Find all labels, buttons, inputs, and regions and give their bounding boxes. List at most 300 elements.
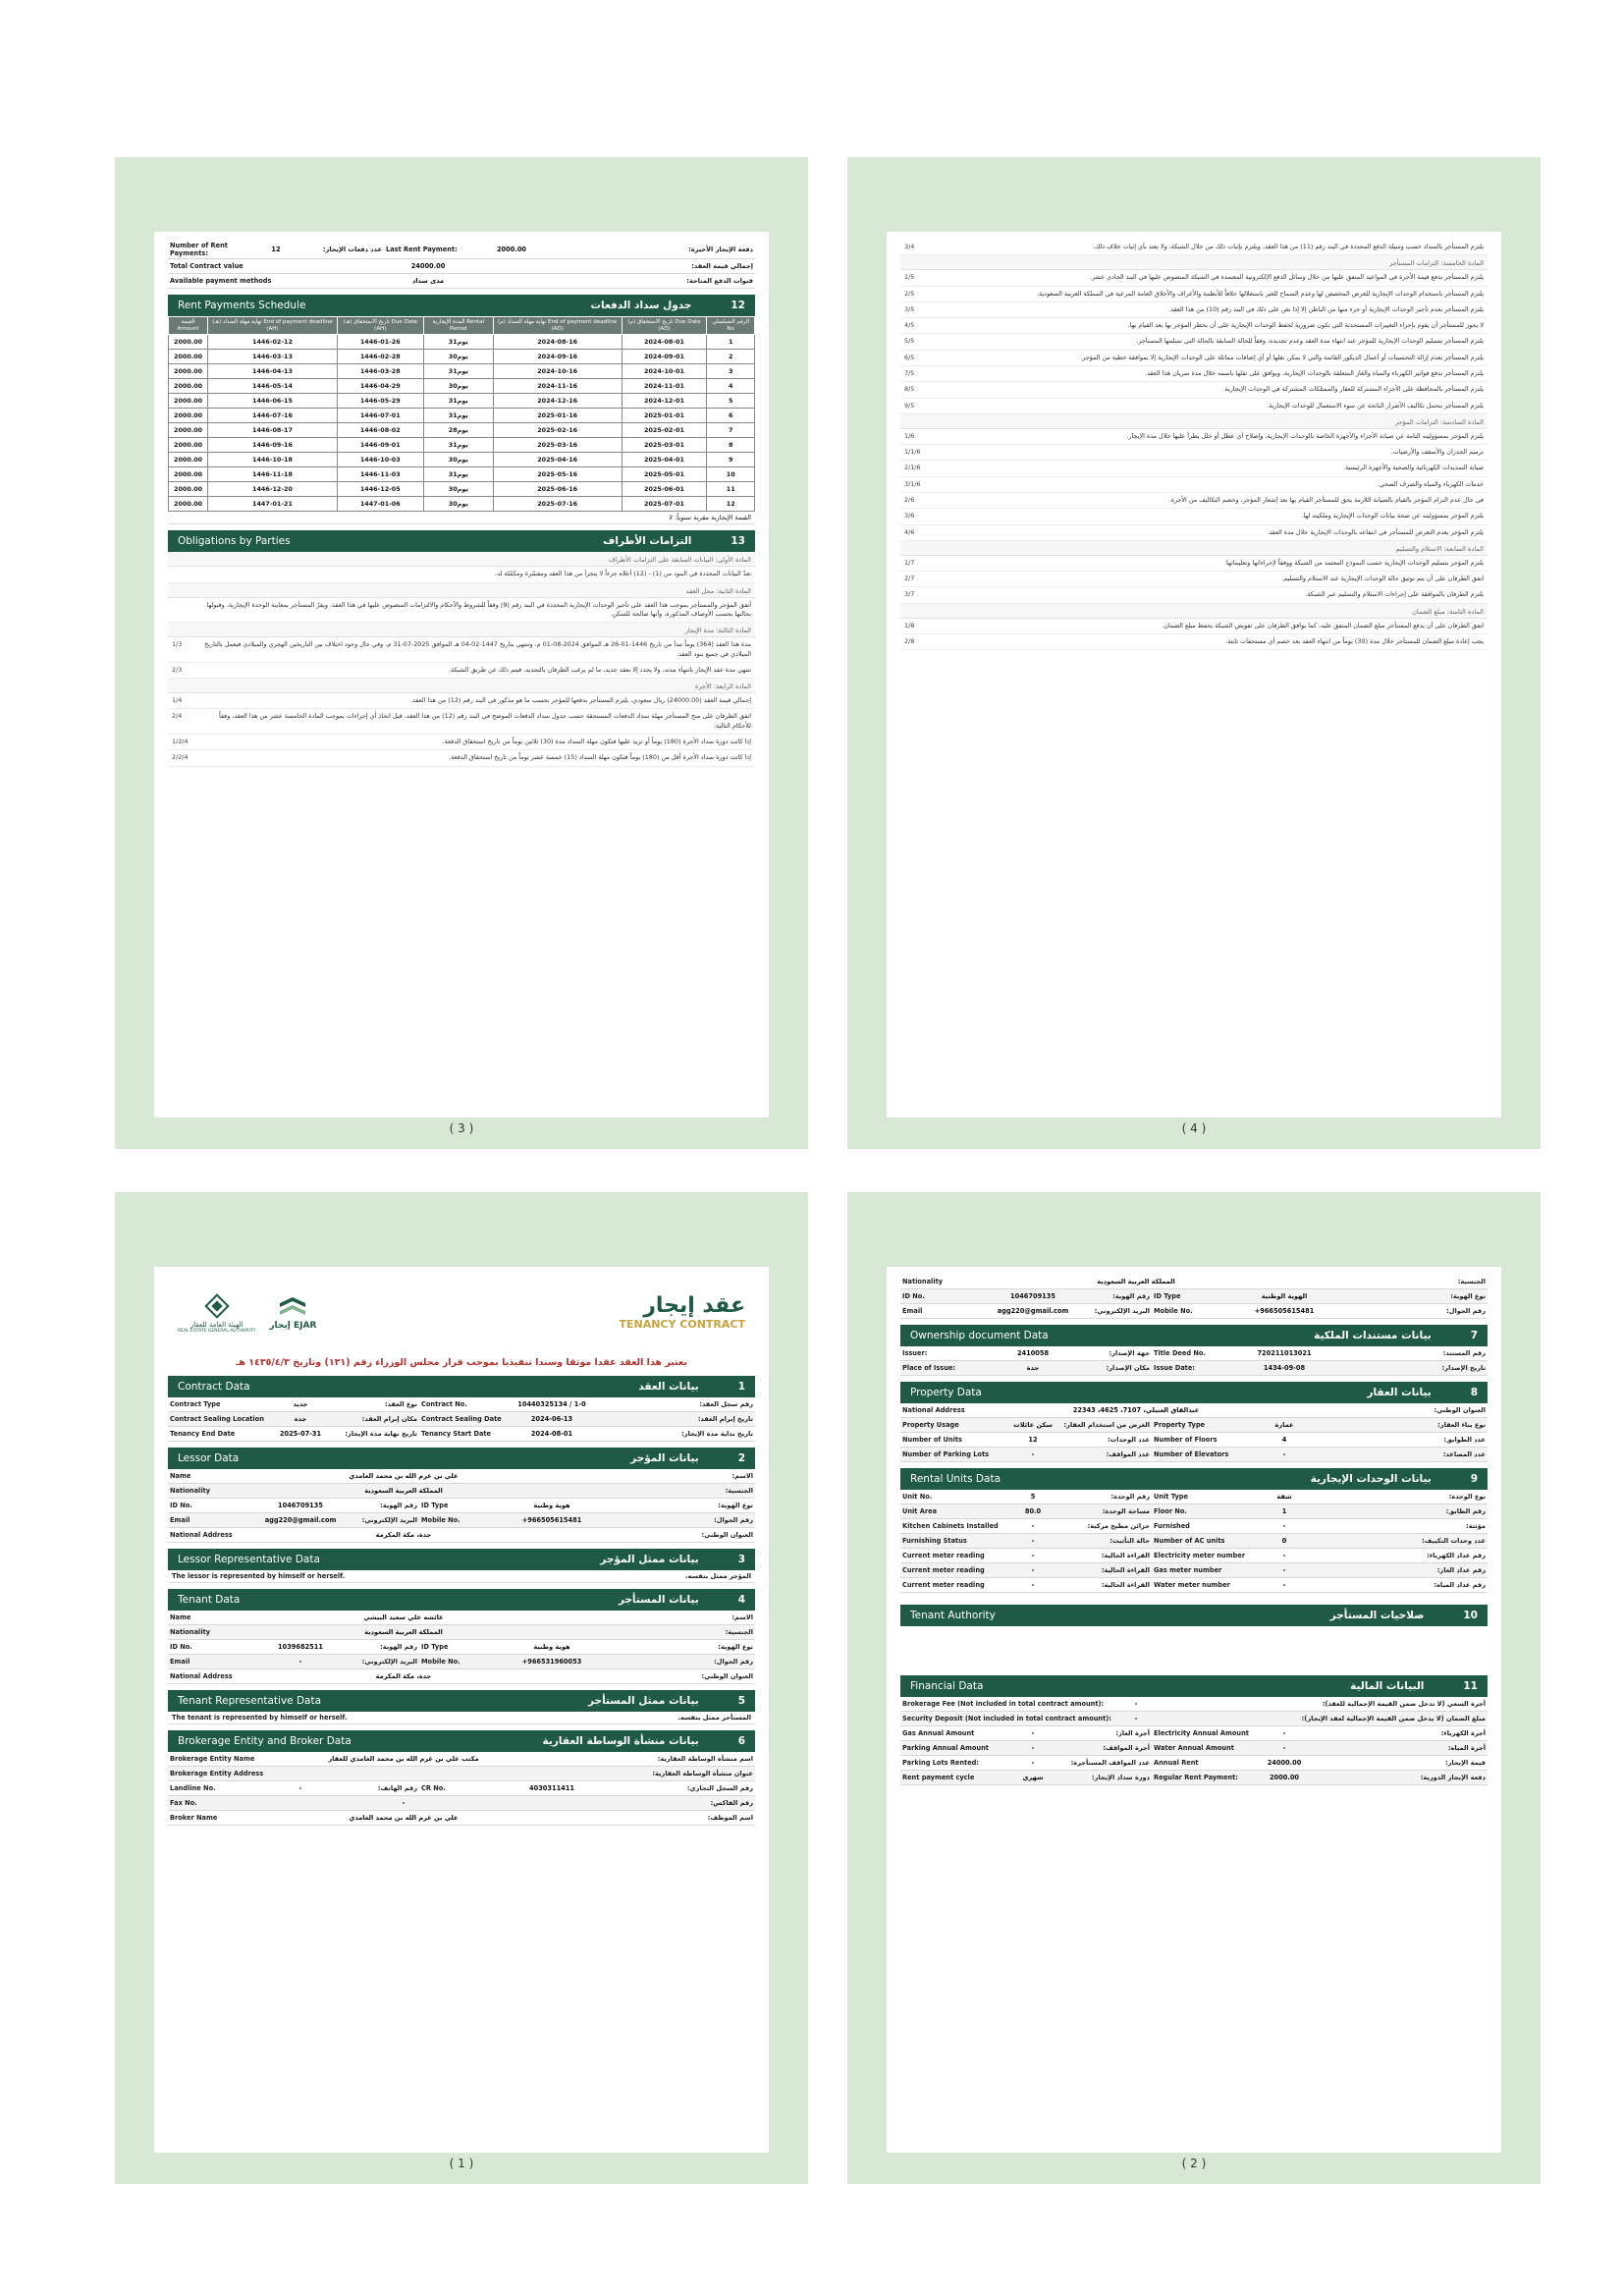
clause-number: 4/6	[904, 527, 915, 536]
data-row	[900, 1726, 1488, 1741]
field-label: National Address	[902, 1406, 965, 1414]
clause-item	[900, 351, 1488, 366]
field-label: Unit Type	[1154, 1493, 1188, 1501]
clause-number: 1/4	[172, 696, 183, 705]
clause-number: 2/2/4	[172, 753, 189, 762]
field-value: -	[402, 1799, 406, 1807]
field-label-ar: القراءة الحالية:	[1101, 1566, 1150, 1574]
field-value: 5	[1030, 1493, 1036, 1501]
clause-number: 4/5	[904, 321, 915, 330]
field-label: Current meter reading	[902, 1566, 985, 1574]
field-label-ar: نوع الهوية:	[1450, 1292, 1486, 1300]
field-value: جدة	[294, 1415, 307, 1423]
schedule-cell: 11	[707, 482, 755, 497]
data-row	[900, 1549, 1488, 1563]
data-row	[900, 1448, 1488, 1462]
schedule-cell: 2025-05-01	[622, 467, 707, 482]
field-label-ar: البريد الإلكتروني:	[361, 1658, 417, 1666]
schedule-cell: 1446-09-01	[337, 438, 423, 453]
schedule-row	[169, 438, 755, 453]
clause-text: صيانة التمديدات الكهربائية والصحية والأجهزة الرئيسية.	[1342, 464, 1484, 472]
field-label-ar: عدد الطوابق:	[1443, 1436, 1486, 1444]
field-label: Water meter number	[1154, 1581, 1230, 1589]
field-label: Security Deposit (Not included in total contract amount):	[902, 1715, 1111, 1722]
field-label: Water Annual Amount	[1154, 1744, 1234, 1752]
field-value: 4	[1281, 1436, 1287, 1444]
schedule-cell: 28يوم	[423, 423, 493, 438]
page-number: ( 3 )	[449, 1121, 474, 1135]
field-label-ar: مؤثثة:	[1465, 1522, 1486, 1530]
schedule-cell: 2024-11-01	[622, 379, 707, 394]
schedule-cell: 1446-02-28	[337, 350, 423, 364]
page-1	[115, 1192, 808, 2184]
field-label: Gas meter number	[1154, 1566, 1222, 1574]
field-value: -	[1031, 1537, 1035, 1545]
clause-number: 2/1/6	[904, 464, 921, 472]
field-value: -	[1031, 1744, 1035, 1752]
clause-number	[172, 570, 197, 578]
field-label: Number of Parking Lots	[902, 1450, 990, 1458]
article-heading: المادة الثامنة: مبلغ الضمان	[900, 604, 1488, 619]
schedule-cell: 1446-11-03	[337, 467, 423, 482]
data-row	[900, 1346, 1488, 1361]
clause-text: خدمات الكهرباء والمياه والصرف الصحي.	[1377, 479, 1484, 488]
data-row	[168, 1469, 755, 1484]
field-label: ID No.	[170, 1643, 192, 1651]
field-label-ar: قيمة الإيجار:	[1444, 1759, 1486, 1767]
field-label-ar: رقم الهاتف:	[377, 1784, 417, 1792]
field-value: عبدالقاق العتيلي، 7107، 4625، 22343	[1072, 1406, 1200, 1414]
page-4-clauses	[900, 240, 1488, 650]
clause-item	[168, 735, 755, 750]
field-value: عمارة	[1274, 1421, 1294, 1429]
clause-text: يلتزم المؤجر بتسليم الوحدات الإيجارية حسب النموذج المعتمد من الشبكة ووفقاً لإجراءاتها وتعليماتها.	[1224, 558, 1484, 567]
schedule-cell: 2024-08-16	[493, 335, 622, 350]
field-label-ar: رقم الطابق:	[1445, 1507, 1486, 1515]
data-row	[168, 1499, 755, 1513]
schedule-cell: 1	[707, 335, 755, 350]
data-row	[168, 1796, 755, 1811]
property-band: Property Data بيانات العقار 8	[900, 1382, 1488, 1403]
schedule-cell: 1446-10-03	[337, 453, 423, 467]
schedule-cell: 1446-11-18	[208, 467, 338, 482]
schedule-row	[169, 467, 755, 482]
total-value-row: Total Contract value 24000.00 إجمالي قيمة العقد:	[168, 259, 755, 274]
field-label-ar: أجرة الغاز:	[1115, 1729, 1150, 1737]
schedule-row	[169, 394, 755, 409]
field-value: -	[1282, 1744, 1286, 1752]
schedule-cell: 1446-06-15	[208, 394, 338, 409]
page-3-paper	[154, 232, 769, 1118]
field-label: Landline No.	[170, 1784, 216, 1792]
clause-item	[900, 509, 1488, 524]
field-value: علي بن غرم الله بن محمد الغامدي	[349, 1814, 459, 1822]
field-label: Name	[170, 1613, 191, 1621]
schedule-cell: 31يوم	[423, 364, 493, 379]
clause-item	[900, 270, 1488, 286]
schedule-cell: 1446-07-16	[208, 409, 338, 423]
contract-data-band: Contract Data بيانات العقد 1	[168, 1376, 755, 1397]
field-value: -	[298, 1658, 302, 1666]
data-row	[900, 1433, 1488, 1448]
gea-emblem-icon	[202, 1291, 232, 1321]
schedule-cell: 2024-09-16	[493, 350, 622, 364]
field-label-ar: القراءة الحالية:	[1101, 1581, 1150, 1589]
field-value: -	[1282, 1450, 1286, 1458]
page-4-paper	[887, 232, 1501, 1118]
contract-title: عقد إيجار TENANCY CONTRACT	[619, 1293, 745, 1331]
field-label: Brokerage Entity Name	[170, 1755, 255, 1763]
clause-number: 2/6	[904, 495, 915, 504]
schedule-cell: 2024-08-01	[622, 335, 707, 350]
field-value: جدة	[1026, 1364, 1040, 1372]
clause-number: 1/3	[172, 640, 183, 649]
data-row	[168, 1427, 755, 1442]
financial-band: Financial Data البيانات المالية 11	[900, 1675, 1488, 1697]
clause-text: يلتزم المستأجر بعدم تأجير الوحدات الإيجارية أو جزء منها من الباطن إلا إذا نص على ذلك في البند رقم (10) من هذا العقد.	[1168, 304, 1484, 313]
schedule-cell: 31يوم	[423, 335, 493, 350]
field-label: ID Type	[1154, 1292, 1181, 1300]
field-label: Number of Floors	[1154, 1436, 1218, 1444]
field-label-ar: رقم الفاكس:	[710, 1799, 753, 1807]
field-value: -	[1031, 1759, 1035, 1767]
schedule-cell: 2025-04-01	[622, 453, 707, 467]
field-value: -	[1031, 1566, 1035, 1574]
field-label: Contract No.	[421, 1400, 467, 1408]
clause-text: يلتزم المستأجر بالسداد حسب وسيلة الدفع المحددة في البند رقم (11) من هذا العقد، ويلتزم بإثبات ذلك من خلال الشبكة، ولا يعتد بأي إثبات خلاف ذلك.	[1092, 243, 1484, 250]
schedule-cell: 2025-01-16	[493, 409, 622, 423]
field-label: Place of Issue:	[902, 1364, 956, 1372]
field-label-ar: البريد الإلكتروني:	[1094, 1307, 1150, 1315]
field-label-ar: رقم الجوال:	[714, 1516, 753, 1524]
schedule-cell: 2025-03-01	[622, 438, 707, 453]
field-label: Broker Name	[170, 1814, 218, 1822]
ejar-emblem-icon	[278, 1293, 307, 1321]
schedule-cell: 2000.00	[169, 482, 208, 497]
schedule-cell: 1446-12-20	[208, 482, 338, 497]
clause-text: يلتزم الطرفان بالموافقة على إجراءات الاستلام والتسليم عبر الشبكة.	[1305, 590, 1484, 599]
ownership-band: Ownership document Data بيانات مستندات الملكية 7	[900, 1325, 1488, 1346]
field-label-ar: دفعة الإيجار الدورية:	[1420, 1774, 1486, 1781]
field-label: Brokerage Fee (Not included in total contract amount):	[902, 1700, 1105, 1708]
schedule-cell: 1446-03-28	[337, 364, 423, 379]
clause-item	[168, 693, 755, 709]
clause-item	[900, 240, 1488, 255]
payment-methods-row: Available payment methods مدى سداد قنوات الدفع المتاحة:	[168, 274, 755, 289]
schedule-cell: 1446-07-01	[337, 409, 423, 423]
data-row	[168, 1484, 755, 1499]
field-label-ar: رقم الجوال:	[1446, 1307, 1486, 1315]
field-label-ar: نوع الهوية:	[718, 1643, 753, 1651]
clause-item	[900, 556, 1488, 572]
field-label: Mobile No.	[1154, 1307, 1193, 1315]
field-label: ID No.	[902, 1292, 925, 1300]
field-value: جدة، مكة المكرمة	[375, 1531, 432, 1539]
schedule-cell: 2000.00	[169, 438, 208, 453]
field-label: Floor No.	[1154, 1507, 1187, 1515]
field-label-ar: دورة سداد الإيجار:	[1091, 1774, 1150, 1781]
field-label: CR No.	[421, 1784, 446, 1792]
field-label: Tenancy Start Date	[421, 1430, 492, 1438]
schedule-cell: 2000.00	[169, 394, 208, 409]
field-label-ar: الغرض من استخدام العقار:	[1063, 1421, 1150, 1429]
field-label: Electricity meter number	[1154, 1552, 1245, 1559]
schedule-cell: 1447-01-06	[337, 497, 423, 512]
field-label: Brokerage Entity Address	[170, 1770, 264, 1777]
schedule-cell: 2025-01-01	[622, 409, 707, 423]
data-row	[168, 1397, 755, 1412]
schedule-cell: 2025-04-16	[493, 453, 622, 467]
article-heading: المادة السابعة: الاستلام والتسليم	[900, 541, 1488, 556]
field-label-ar: مساحة الوحدة:	[1102, 1507, 1150, 1515]
clause-number: 2/4	[172, 712, 183, 721]
field-value: 80.0	[1024, 1507, 1042, 1515]
clause-number: 3/7	[904, 590, 915, 599]
page-number: ( 1 )	[449, 2157, 474, 2170]
field-label-ar: خزائن مطبخ مركبة:	[1087, 1522, 1150, 1530]
schedule-cell: 2024-11-16	[493, 379, 622, 394]
schedule-header: تاريخ الاستحقاق (م) Due Date (AD)	[622, 317, 707, 335]
field-value: 12	[1028, 1436, 1038, 1444]
field-label: Email	[902, 1307, 923, 1315]
field-label-ar: أجرة المياه:	[1447, 1744, 1486, 1752]
field-value: -	[1134, 1715, 1138, 1722]
tenant-rep-band: Tenant Representative Data بيانات ممثل المستأجر 5	[168, 1690, 755, 1712]
schedule-cell: 2025-05-16	[493, 467, 622, 482]
schedule-cell: 2024-10-01	[622, 364, 707, 379]
schedule-cell: 7	[707, 423, 755, 438]
schedule-cell: 1446-02-12	[208, 335, 338, 350]
clause-item	[900, 318, 1488, 334]
field-value: -	[1282, 1552, 1286, 1559]
schedule-cell: 1447-01-21	[208, 497, 338, 512]
field-label-ar: رقم الجوال:	[714, 1658, 753, 1666]
field-label-ar: العنوان الوطني:	[1434, 1406, 1486, 1414]
clause-number: 7/5	[904, 368, 915, 377]
field-value: المملكة العربية السعودية	[364, 1628, 443, 1636]
schedule-cell: 2024-12-16	[493, 394, 622, 409]
clause-text: يلتزم المستأجر بتحمل تكاليف الأضرار الناتجة عن سوء الاستعمال للوحدات الإيجارية.	[1267, 401, 1484, 410]
schedule-cell: 1446-09-16	[208, 438, 338, 453]
schedule-cell: 2	[707, 350, 755, 364]
clause-item	[900, 399, 1488, 414]
field-label: Nationality	[902, 1278, 944, 1285]
field-label-ar: مبلغ الضمان (لا يدخل ضمن القيمة الإجمالية لعقد الإيجار):	[1301, 1715, 1486, 1722]
field-label-ar: أجرة السعي (لا تدخل ضمن القيمة الإجمالية للعقد):	[1322, 1700, 1486, 1708]
schedule-cell: 31يوم	[423, 467, 493, 482]
page-3	[115, 157, 808, 1149]
clause-text: مدة هذا العقد (364) يوماً تبدأ من تاريخ 1446-01-26 هـ الموافق 2024-08-01 م، وتنتهي بتاريخ 1447-02-04 هـ الموافق 2025-07-31 م، وفي حال وجود اختلاف بين التاريخين الهجري والميلادي فيعمل بالتاريخ الميلادي في جميع بنود العقد.	[204, 640, 751, 658]
data-row	[168, 1781, 755, 1796]
field-value: 2024-08-01	[530, 1430, 573, 1438]
data-row	[900, 1418, 1488, 1433]
clause-number: 9/5	[904, 401, 915, 410]
obligations-band: Obligations by Parties التزامات الأطراف 13	[168, 530, 755, 552]
schedule-cell: 2000.00	[169, 423, 208, 438]
schedule-header: نهاية مهلة السداد (هـ) End of payment deadline (AH)	[208, 317, 338, 335]
field-value: -	[1031, 1522, 1035, 1530]
field-value	[286, 1773, 521, 1775]
field-label-ar: رقم الهوية:	[380, 1643, 417, 1651]
schedule-cell: 2000.00	[169, 350, 208, 364]
clause-item	[168, 567, 755, 582]
clause-item	[900, 634, 1488, 650]
logos	[178, 1291, 316, 1334]
field-value: -	[1282, 1566, 1286, 1574]
field-label: Email	[170, 1658, 190, 1666]
clause-text: يلتزم المستأجر بتسليم الوحدات الإيجارية للمؤجر عند انتهاء مدة العقد وعدم تجديده، وفقاً للحالة السابقة بالحالة التي تسلمها المستأجر.	[1136, 337, 1484, 346]
field-label-ar: الاسم:	[731, 1613, 753, 1621]
schedule-cell: 1446-08-17	[208, 423, 338, 438]
schedule-row	[169, 379, 755, 394]
clause-item	[168, 598, 755, 624]
field-value: شهري	[1022, 1774, 1044, 1781]
field-label-ar: نوع العقد:	[384, 1400, 417, 1408]
field-label-ar: نوع بناء العقار:	[1437, 1421, 1486, 1429]
field-label: Number of Elevators	[1154, 1450, 1229, 1458]
field-label-ar: تاريخ إبرام العقد:	[697, 1415, 753, 1423]
field-label: Regular Rent Payment:	[1154, 1774, 1238, 1781]
clause-item	[900, 445, 1488, 461]
field-label-ar: نوع الهوية:	[718, 1502, 753, 1509]
clause-text: يجب إعادة مبلغ الضمان للمستأجر خلال مدة (30) يوماً من انتهاء العقد بعد خصم أي مستحقات ثابتة.	[1225, 636, 1484, 645]
page-4	[847, 157, 1541, 1149]
field-value: هوية وطنية	[533, 1643, 570, 1651]
field-label: Furnished	[1154, 1522, 1190, 1530]
schedule-cell: 2025-02-01	[622, 423, 707, 438]
clause-number: 8/5	[904, 385, 915, 394]
field-value: 1039682511	[278, 1643, 323, 1651]
field-value: عائشه علي سعيد البيشي	[363, 1613, 444, 1621]
clause-text: يلتزم المستأجر بعدم إزالة التحسينات أو أعمال الديكور القائمة والتي لا يمكن نقلها أو أي إضافات مماثلة على الوحدات الإيجارية إلا بموافقة خطية من المؤجر.	[1080, 353, 1484, 361]
field-label-ar: تاريخ الإصدار:	[1441, 1364, 1486, 1372]
page-2	[847, 1192, 1541, 2184]
field-label-ar: البريد الإلكتروني:	[361, 1516, 417, 1524]
schedule-cell: 2025-07-01	[622, 497, 707, 512]
clause-item	[900, 429, 1488, 445]
data-row	[900, 1563, 1488, 1578]
field-label-ar: الجنسية:	[1457, 1278, 1486, 1285]
field-label-ar: جهة الإصدار:	[1109, 1349, 1150, 1357]
field-value: -	[1031, 1581, 1035, 1589]
data-row	[900, 1490, 1488, 1504]
field-label: Property Usage	[902, 1421, 959, 1429]
data-row	[168, 1528, 755, 1543]
field-value: 1434-09-08	[1263, 1364, 1306, 1372]
field-value: جديد	[293, 1400, 308, 1408]
schedule-cell: 3	[707, 364, 755, 379]
schedule-cell: 2024-12-01	[622, 394, 707, 409]
field-label: Furnishing Status	[902, 1537, 967, 1545]
schedule-cell: 31يوم	[423, 438, 493, 453]
field-label-ar: اسم منشأة الوساطة العقارية:	[657, 1755, 753, 1763]
article-heading: المادة الرابعة: الأجرة	[168, 679, 755, 693]
rent-payments-row: Number of Rent Payments: 12 عدد دفعات الإيجار: Last Rent Payment: 2000.00 دفعة الإيجار الأخيرة:	[168, 240, 755, 259]
field-value: +966505615481	[521, 1516, 582, 1524]
obligations-clauses	[168, 552, 755, 766]
field-label-ar: الاسم:	[731, 1472, 753, 1480]
field-value: جدة، مكة المكرمة	[375, 1672, 432, 1680]
field-label: National Address	[170, 1531, 233, 1539]
clause-item	[900, 493, 1488, 509]
schedule-cell: 5	[707, 394, 755, 409]
field-value: agg220@gmail.com	[997, 1307, 1069, 1315]
clause-text: لا يجوز للمستأجر أن يقوم بإجراء التغييرات المستحدثة التي تكون ضرورية لحفظ الوحدات الإيجارية على أن يخطر المؤجر بها بعد القيام بها.	[1127, 321, 1484, 330]
page-2-paper	[887, 1267, 1501, 2153]
schedule-cell: 1446-10-18	[208, 453, 338, 467]
field-value: -	[1282, 1729, 1286, 1737]
schedule-cell: 2024-09-01	[622, 350, 707, 364]
schedule-cell: 2000.00	[169, 335, 208, 350]
field-label: Kitchen Cabinets Installed	[902, 1522, 999, 1530]
field-value: الهوية الوطنية	[1261, 1292, 1308, 1300]
field-label-ar: الجنسية:	[725, 1487, 753, 1495]
lessor-rep-band: Lessor Representative Data بيانات ممثل المؤجر 3	[168, 1549, 755, 1570]
clause-text: تنتهي مدة عقد الإيجار بانتهاء مدته، ولا يجدد إلا بعقد جديد، ما لم يرغب الطرفان بالتجديد، فيتم ذلك عن طريق الشبكة.	[448, 665, 751, 674]
clause-number: 1/8	[904, 621, 915, 629]
page-number: ( 2 )	[1181, 2157, 1207, 2170]
clause-number: 1/2/4	[172, 737, 189, 745]
clause-number: 3/5	[904, 304, 915, 313]
clause-item	[900, 302, 1488, 318]
clause-number: 3/6	[904, 512, 915, 520]
field-value: -	[1031, 1450, 1035, 1458]
schedule-row	[169, 453, 755, 467]
rent-schedule-table	[168, 316, 755, 512]
schedule-header: الرقم التسلسلي No	[707, 317, 755, 335]
clause-item	[900, 382, 1488, 398]
field-value: المملكة العربية السعودية	[1097, 1278, 1175, 1285]
field-label: National Address	[170, 1672, 233, 1680]
field-label: Parking Lots Rented:	[902, 1759, 980, 1767]
data-row	[168, 1412, 755, 1427]
schedule-cell: 2025-06-01	[622, 482, 707, 497]
article-heading: المادة الثانية: محل العقد	[168, 583, 755, 598]
field-label: Current meter reading	[902, 1552, 985, 1559]
data-row	[900, 1578, 1488, 1593]
clause-item	[168, 709, 755, 735]
ejar-logo: إيجار EJAR	[269, 1293, 316, 1331]
clause-text: أتفق المؤجر والمستأجر بموجب هذا العقد على تأجير الوحدات الإيجارية المحددة في البند رقم (9) وفقاً للشروط والأحكام والالتزامات المنصوص عليها في هذا العقد، ويقرّ المستأجر بمعاينة الوحدة الإيجارية، وقبولها بحالتها بحسب الأوصاف المذكورة، وأنها صالحة للسكن.	[206, 600, 751, 618]
clause-text: تعدّ البيانات المحددة في البنود من (1) - (12) أعلاه جزءاً لا يتجزأ من هذا العقد ومفسّرة ومكمّلة له.	[494, 570, 751, 578]
field-label-ar: رقم المستند:	[1442, 1349, 1486, 1357]
schedule-cell: 1446-04-29	[337, 379, 423, 394]
field-label: Issue Date:	[1154, 1364, 1195, 1372]
brokerage-band: Brokerage Entity and Broker Data بيانات منشأة الوساطة العقارية 6	[168, 1730, 755, 1752]
field-label: Fax No.	[170, 1799, 197, 1807]
clause-item	[900, 477, 1488, 493]
field-label: Parking Annual Amount	[902, 1744, 989, 1752]
clause-text: اتفق الطرفان على منح المستأجر مهلة سداد الدفعات المستحقة حسب جدول سداد الدفعات الموضح في البند رقم (12) من هذا العقد، قبل اتخاذ أي إجراءات بموجب المادة الخامسة عشر من هذا العقد، وفقاً للأحكام التالية:	[219, 712, 751, 730]
field-label-ar: عدد الوحدات:	[1108, 1436, 1150, 1444]
field-label: Rent payment cycle	[902, 1774, 975, 1781]
decree-line: يعتبر هذا العقد عقدا موثقا وسندا تنفيذيا بموجب قرار مجلس الوزراء رقم (١٣١) وتاريخ ١٤٣٥/٤/٣ هـ	[236, 1357, 687, 1368]
field-label: Tenancy End Date	[170, 1430, 236, 1438]
field-label-ar: عدد المواقف:	[1106, 1450, 1150, 1458]
schedule-cell: 2000.00	[169, 364, 208, 379]
clause-text: إذا كانت دورة سداد الأجرة أقل من (180) يوماً فتكون مهلة السداد (15) خمسة عشر يوماً من تاريخ استحقاق الدفعة.	[449, 753, 751, 762]
field-value: 10440325134 / 1-0	[517, 1400, 586, 1408]
field-label: Issuer:	[902, 1349, 928, 1357]
field-value: 2000.00	[1269, 1774, 1300, 1781]
field-label-ar: رقم عداد الغاز:	[1436, 1566, 1486, 1574]
lessor-rep-note: The lessor is represented by himself or herself. المؤجر ممثل بنفسه.	[168, 1570, 755, 1583]
data-row	[900, 1504, 1488, 1519]
schedule-cell: 1446-05-29	[337, 394, 423, 409]
schedule-cell: 30يوم	[423, 379, 493, 394]
field-value: -	[1134, 1700, 1138, 1708]
field-value: +966505615481	[1254, 1307, 1315, 1315]
